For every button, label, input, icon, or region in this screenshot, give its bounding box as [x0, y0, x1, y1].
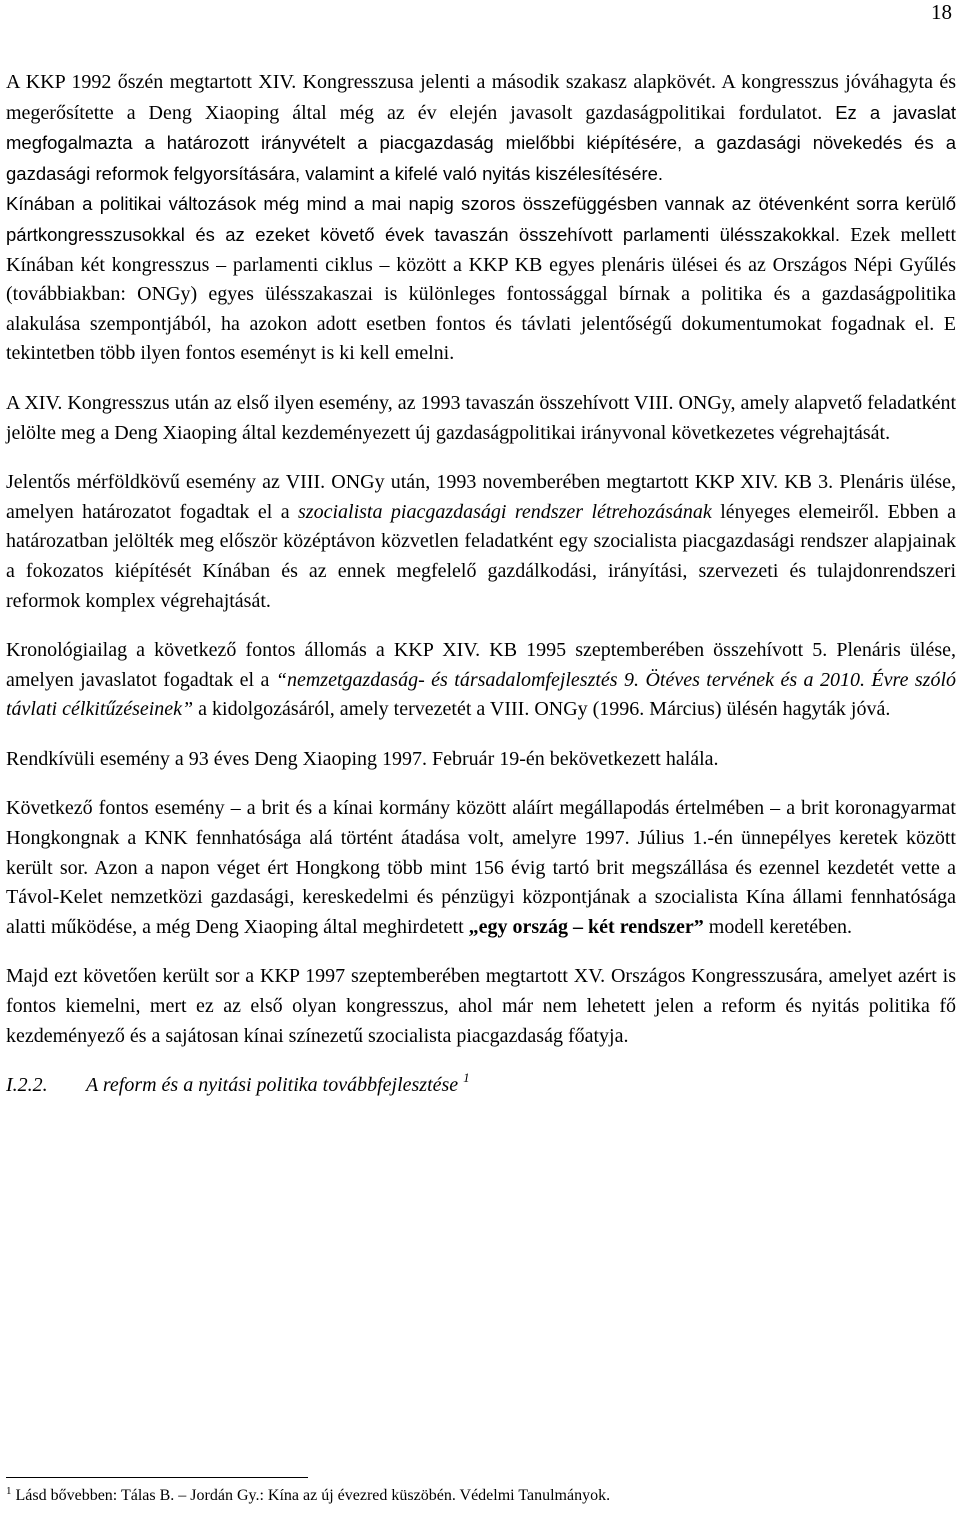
paragraph-6-emphasis: „egy ország – két rendszer”: [468, 915, 704, 938]
page-number: 18: [931, 0, 952, 24]
paragraph-4-text-c: a kidolgozásáról, amely tervezetét a VIII. ONGy (1996. Március) ülésén hagyták jóvá.: [198, 698, 891, 721]
section-title: A reform és a nyitási politika továbbfejlesztése: [86, 1074, 459, 1097]
paragraph-1-text-b: Ez a javaslat megfogalmazta a határozott irányvételt a piacgazdaság mielőbbi kiépítésére, a gazdasági növekedés és a gazdasági reformok felgyorsítására, valamint a kifelé való nyitás kiszélesítésére.: [6, 101, 956, 184]
paragraph-1-text-a: A KKP 1992 őszén megtartott XIV. Kongresszusa jelenti a második szakasz alapkövét. A kongresszus jóváhagyta és megerősítette a Deng Xiaoping által még az év elején javasolt gazdaságpolitikai fordulatot.: [6, 71, 956, 124]
paragraph-plenary-1993: [6, 468, 956, 616]
paragraph-4-emphasis: “nemzetgazdaság- és társadalomfejlesztés 9. Ötéves tervének és a 2010. Évre szóló távlati célkitűzéseinek”: [6, 668, 956, 721]
paragraph-ongy-1993: A XIV. Kongresszus után az első ilyen esemény, az 1993 tavaszán összehívott VIII. ONGy, amely alapvető feladatként jelölte meg a Deng Xiaoping által kezdeményezett új gazdaságpolitikai irányvonal következetes végrehajtását.: [6, 391, 956, 444]
paragraph-4-text-a: Kronológiailag a következő fontos állomás a KKP XIV. KB 1995 szeptemberében összehívott 5. Plenáris ülése, amelyen javaslatot fogadtak el a: [6, 639, 956, 691]
paragraph-1-text-c: Kínában a politikai változások még mind a mai napig szoros összefüggésben vannak az ötévenként sorra kerülő pártkongresszusokkal és az ezeket követő évek tavaszán összehívott parlamenti ülésszakokkal.: [6, 193, 956, 245]
paragraph-6-text-c: modell keretében.: [708, 915, 853, 938]
footnote-separator: [6, 1477, 308, 1478]
paragraph-1-text-d: Ezek mellett Kínában két kongresszus – parlamenti ciklus – között a KKP KB egyes plenáris ülései és az Országos Népi Gyűlés (továbbiakban: ONGy) egyes ülésszakaszai is különleges fontossággal bírnak a politika és a gazdaságpolitika alakulása szempontjából, ha azokon adott esetben fontos és távlati jelentőségű dokumentumokat fogadnak el. E tekintetben több ilyen fontos eseményt is ki kell emelni.: [6, 223, 956, 365]
section-heading: [6, 1071, 956, 1101]
paragraph-hongkong: [6, 794, 956, 942]
paragraph-3-emphasis: szocialista piacgazdasági rendszer létrehozásának: [298, 500, 712, 523]
paragraph-xv-congress: Majd ezt követően került sor a KKP 1997 szeptemberében megtartott XV. Országos Kongresszusára, amelyet azért is fontos kiemelni, mert ez az első olyan kongresszus, ahol már nem lehetett jelen a reform és nyitás politika fő kezdeményező és a sajátosan kínai színezetű szocialista piacgazdaság főatyja.: [6, 965, 956, 1047]
paragraph-kkp-1992-congress: [6, 68, 956, 369]
section-number: I.2.2.: [6, 1074, 48, 1097]
footnote-reference[interactable]: 1: [463, 1070, 470, 1086]
paragraph-3-text-c: lényeges elemeiről. Ebben a határozatban jelölték meg először középtávon közvetlen feladatként egy szocialista piacgazdasági rendszer alapjainak a fokozatos kiépítését Kínában és az ennek megfelelő gazdálkodási, irányítási, szervezeti és tulajdonrendszeri reformok komplex végrehajtását.: [6, 500, 956, 612]
paragraph-6-text-a: Következő fontos esemény – a brit és a kínai kormány között aláírt megállapodás értelmében – a brit koronagyarmat Hongkongnak a KNK fennhatósága alá történt átadása volt, amelyre 1997. Július 1.-én ünnepélyes keretek között került sor. Azon a napon véget ért Hongkong több mint 156 évig tartó brit megszállása és ezennel kezdetét vette a Távol-Kelet nemzetközi gazdasági, kereskedelmi és pénzügyi központjának a szocialista Kína állami fennhatósága alatti működése, a még Deng Xiaoping által meghirdetett: [6, 797, 956, 938]
paragraph-deng-death: Rendkívüli esemény a 93 éves Deng Xiaoping 1997. Február 19-én bekövetkezett halála.: [6, 747, 719, 770]
paragraph-plenary-1995: [6, 636, 956, 725]
footnote-marker: 1: [6, 1485, 12, 1497]
footnote-text: Lásd bővebben: Tálas B. – Jordán Gy.: Kína az új évezred küszöbén. Védelmi Tanulmányok.: [15, 1487, 611, 1504]
document-body: [6, 68, 956, 1101]
footnote: [6, 1485, 946, 1507]
paragraph-3-text-a: Jelentős mérföldkövű esemény az VIII. ONGy után, 1993 novemberében megtartott KKP XIV. KB 3. Plenáris ülése, amelyen határozatot fogadtak el a: [6, 471, 956, 523]
